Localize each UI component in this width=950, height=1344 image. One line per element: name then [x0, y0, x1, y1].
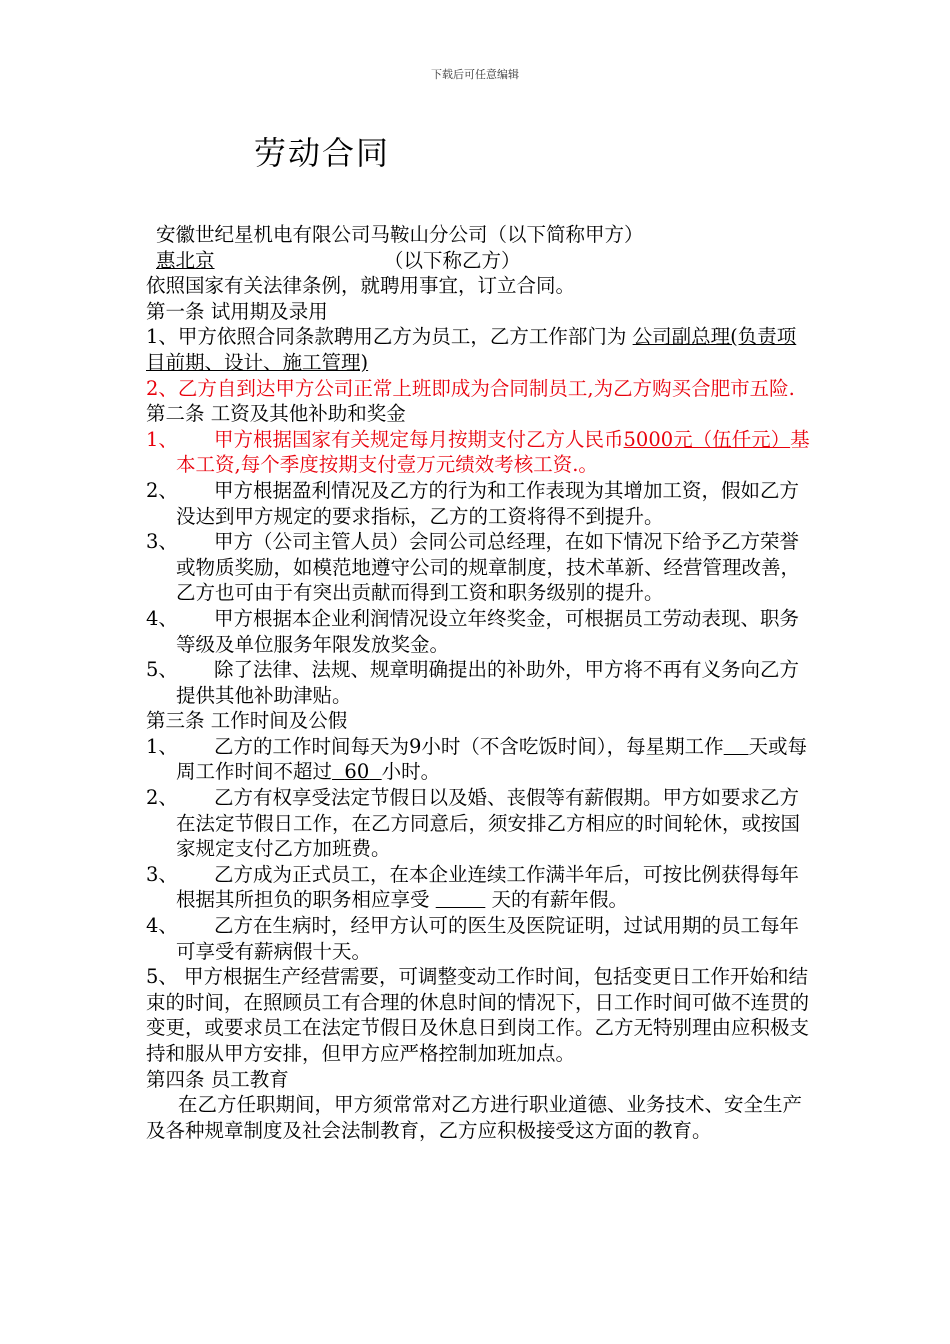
- item-number: 2、: [146, 478, 178, 502]
- annual-leave-text-a: 乙方成为正式员工，在本企业连续工作满半年后，可按比例获得每年根据其所担负的职务相应享受: [176, 862, 800, 912]
- work-hours-text-c: 小时。: [381, 760, 441, 784]
- article-3-item-3: [146, 862, 810, 913]
- annual-leave-text-b: 天的有薪年假。: [491, 888, 629, 912]
- article-1-heading: 第一条 试用期及录用: [146, 299, 328, 323]
- item-text: 甲方根据本企业利润情况设立年终奖金，可根据员工劳动表现、职务等级及单位服务年限发放奖金。: [176, 606, 800, 656]
- item-number: 3、: [146, 530, 178, 554]
- party-a-line: 安徽世纪星机电有限公司马鞍山分公司（以下简称甲方）: [156, 223, 644, 246]
- article-2-item-3: [146, 529, 810, 606]
- work-days-blank: [724, 735, 749, 758]
- work-hours-text-b: 天或每周工作时间不超过: [176, 734, 807, 784]
- department-field: 公司副总理(负责项目前期、设计、施工管理): [146, 325, 797, 374]
- item-number: 4、: [146, 606, 178, 630]
- item-number: 4、: [146, 914, 178, 938]
- item-number: 1、: [146, 734, 178, 758]
- item-text: 甲方根据盈利情况及乙方的行为和工作表现为其增加工资，假如乙方没达到甲方规定的要求指标，乙方的工资将得不到提升。: [176, 478, 800, 528]
- annual-leave-days-blank: [436, 888, 486, 911]
- item-text: 甲方根据生产经营需要，可调整变动工作时间，包括变更日工作开始和结束的时间，在照顾员工有合理的休息时间的情况下，日工作时间可做不连贯的变更，或要求员工在法定节假日及休息日到岗工作。乙方无特别理由应积极支持和服从甲方安排，但甲方应严格控制加班加点。: [146, 965, 810, 1065]
- item-number: 5、: [146, 658, 178, 682]
- article-4-heading: 第四条 员工教育: [146, 1067, 289, 1091]
- weekly-hours-value: 60: [344, 760, 370, 784]
- article-3-item-4: [146, 913, 810, 964]
- item-text: [176, 427, 810, 478]
- party-b-suffix: （以下称乙方）: [384, 248, 521, 272]
- article-3-item-2: [146, 785, 810, 862]
- party-b-line: [146, 248, 810, 274]
- salary-text-a: 甲方根据国家有关规定每月按期支付乙方人民币: [214, 427, 624, 451]
- item-text: 乙方有权享受法定节假日以及婚、丧假等有薪假期。甲方如要求乙方在法定节假日工作，在乙方同意后，须安排乙方相应的时间轮休，或按国家规定支付乙方加班费。: [176, 786, 801, 861]
- article-1-item-1: [146, 324, 810, 375]
- article-3-item-1: [146, 734, 810, 785]
- contract-body: [146, 222, 810, 1143]
- item-text: 乙方在生病时，经甲方认可的医生及医院证明，过试用期的员工每年可享受有薪病假十天。: [176, 914, 800, 963]
- article-4-body: 在乙方任职期间，甲方须常常对乙方进行职业道德、业务技术、安全生产及各种规章制度及社会法制教育，乙方应积极接受这方面的教育。: [146, 1093, 803, 1142]
- party-b-name: 惠北京: [156, 248, 215, 272]
- item-text: [176, 862, 810, 913]
- article-3-heading: 第三条 工作时间及公假: [146, 709, 348, 733]
- item-number: 5、: [146, 965, 178, 989]
- item-number: 3、: [146, 862, 178, 886]
- article-2-heading: 第二条 工资及其他补助和奖金: [146, 402, 406, 426]
- item-text: 除了法律、法规、规章明确提出的补助外，甲方将不再有义务向乙方提供其他补助津贴。: [176, 658, 800, 707]
- article-2-item-5: [146, 657, 810, 708]
- item-number: 2、: [146, 786, 178, 810]
- article-3-item-5: [146, 964, 810, 1066]
- article-2-item-4: [146, 606, 810, 657]
- salary-amount: 5000元（伍仟元）: [623, 427, 791, 451]
- weekly-hours-field: [332, 760, 382, 783]
- item-text: [176, 734, 810, 785]
- article-1-item-2: 2、乙方自到达甲方公司正常上班即成为合同制员工,为乙方购买合肥市五险.: [146, 376, 795, 400]
- item-number: 1、: [146, 427, 178, 451]
- article-1-item-1-text: 1、甲方依照合同条款聘用乙方为员工，乙方工作部门为: [146, 325, 627, 349]
- article-2-item-2: [146, 478, 810, 529]
- salary-text-b: 基本工资,每个季度按期支付壹万元绩效考核工资.。: [176, 427, 810, 477]
- item-text: 甲方（公司主管人员）会同公司总经理，在如下情况下给予乙方荣誉或物质奖励，如模范地遵守公司的规章制度，技术革新、经营管理改善，乙方也可由于有突出贡献而得到工资和职务级别的提升。: [176, 530, 801, 605]
- work-hours-text-a: 乙方的工作时间每天为9小时（不含吃饭时间），每星期工作: [214, 734, 724, 758]
- page-header-note: 下载后可任意编辑: [431, 68, 519, 81]
- article-2-item-1: [146, 427, 810, 478]
- basis-line: 依照国家有关法律条例，就聘用事宜，订立合同。: [146, 274, 576, 298]
- document-title: 劳动合同: [254, 134, 391, 172]
